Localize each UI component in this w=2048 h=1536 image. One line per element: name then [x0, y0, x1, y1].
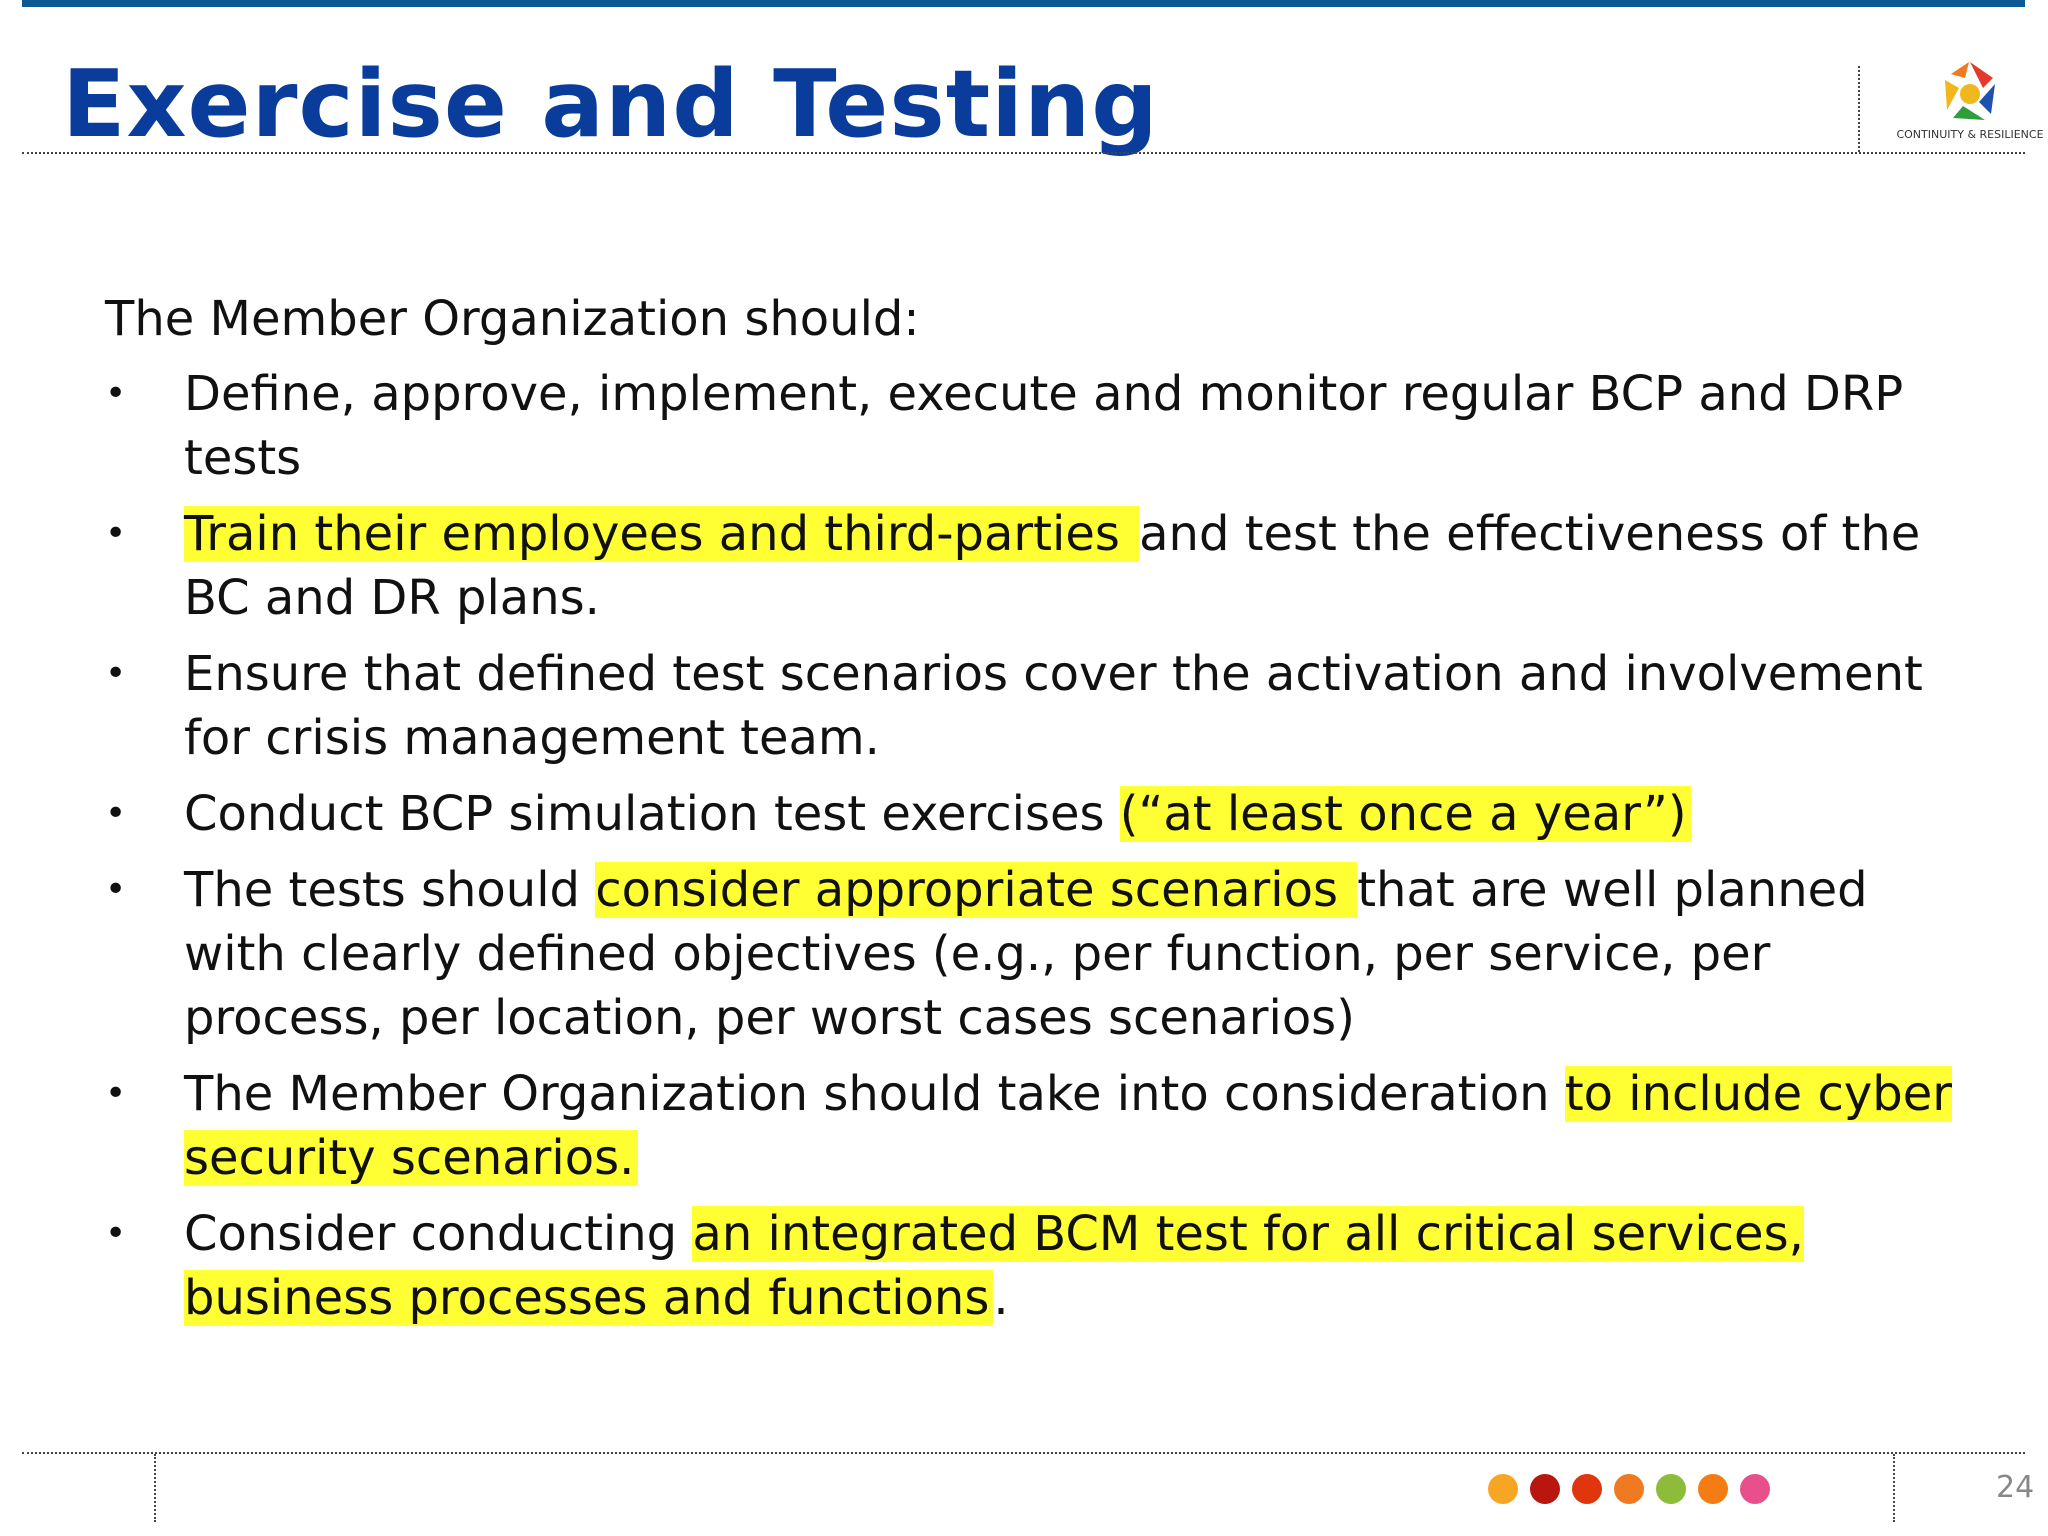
bullet-marker: • [105, 869, 127, 910]
bullet-marker: • [105, 1213, 127, 1254]
highlighted-text: consider appropriate scenarios [595, 862, 1357, 918]
top-bar [22, 0, 2025, 7]
bullet-marker: • [105, 793, 127, 834]
bullet-text [184, 1066, 1952, 1186]
bullet-item [105, 362, 1955, 490]
footer-dots [1488, 1474, 1788, 1506]
text-segment: that are well planned with clearly defined objectives (e.g., per function, per service, per process, per location, per worst cases scenarios) [184, 862, 1868, 1046]
text-segment: Consider conducting [184, 1206, 693, 1262]
text-segment: Ensure that defined test scenarios cover the activation and involvement for crisis management team. [184, 646, 1923, 766]
bullet-text [184, 786, 1691, 842]
slide-content [105, 287, 1955, 1342]
logo-text: CONTINUITY & RESILIENCE [1896, 128, 2044, 141]
highlighted-text: to include cyber security scenarios. [184, 1066, 1952, 1186]
bullet-marker: • [105, 513, 127, 554]
bullet-list [105, 362, 1955, 1330]
footer-divider [22, 1452, 2025, 1454]
header-divider [22, 152, 2025, 154]
highlighted-text: an integrated BCM test for all critical services, business processes and functions [184, 1206, 1804, 1326]
highlighted-text: Train their employees and third-parties [184, 506, 1139, 562]
highlighted-text: (“at least once a year”) [1120, 786, 1691, 842]
logo [1895, 58, 2045, 148]
header-divider-vertical [1858, 66, 1860, 152]
text-segment: . [993, 1270, 1009, 1326]
decorative-dot-icon [1740, 1474, 1770, 1504]
continuity-resilience-logo-icon [1935, 58, 2005, 128]
bullet-item [105, 1062, 1955, 1190]
footer-divider-right [1893, 1454, 1895, 1522]
bullet-marker: • [105, 653, 127, 694]
bullet-item [105, 642, 1955, 770]
text-segment: Define, approve, implement, execute and monitor regular BCP and DRP tests [184, 366, 1904, 486]
footer-divider-left [154, 1454, 156, 1522]
bullet-marker: • [105, 1073, 127, 1114]
decorative-dot-icon [1530, 1474, 1560, 1504]
bullet-item [105, 858, 1955, 1050]
bullet-text [184, 1206, 1804, 1326]
text-segment: Conduct BCP simulation test exercises [184, 786, 1120, 842]
bullet-text [184, 366, 1903, 486]
bullet-text [184, 646, 1923, 766]
decorative-dot-icon [1572, 1474, 1602, 1504]
intro-text: The Member Organization should: [105, 291, 920, 347]
text-segment: The tests should [184, 862, 596, 918]
decorative-dot-icon [1698, 1474, 1728, 1504]
decorative-dot-icon [1614, 1474, 1644, 1504]
decorative-dot-icon [1488, 1474, 1518, 1504]
bullet-text [184, 506, 1920, 626]
bullet-item [105, 502, 1955, 630]
bullet-text [184, 862, 1868, 1046]
bullet-item [105, 782, 1955, 846]
text-segment: and test the effectiveness of the BC and DR plans. [184, 506, 1921, 626]
slide-title: Exercise and Testing [62, 50, 1159, 158]
page-number: 24 [1996, 1470, 2035, 1505]
decorative-dot-icon [1656, 1474, 1686, 1504]
bullet-marker: • [105, 373, 127, 414]
text-segment: The Member Organization should take into consideration [184, 1066, 1565, 1122]
bullet-item [105, 1202, 1955, 1330]
